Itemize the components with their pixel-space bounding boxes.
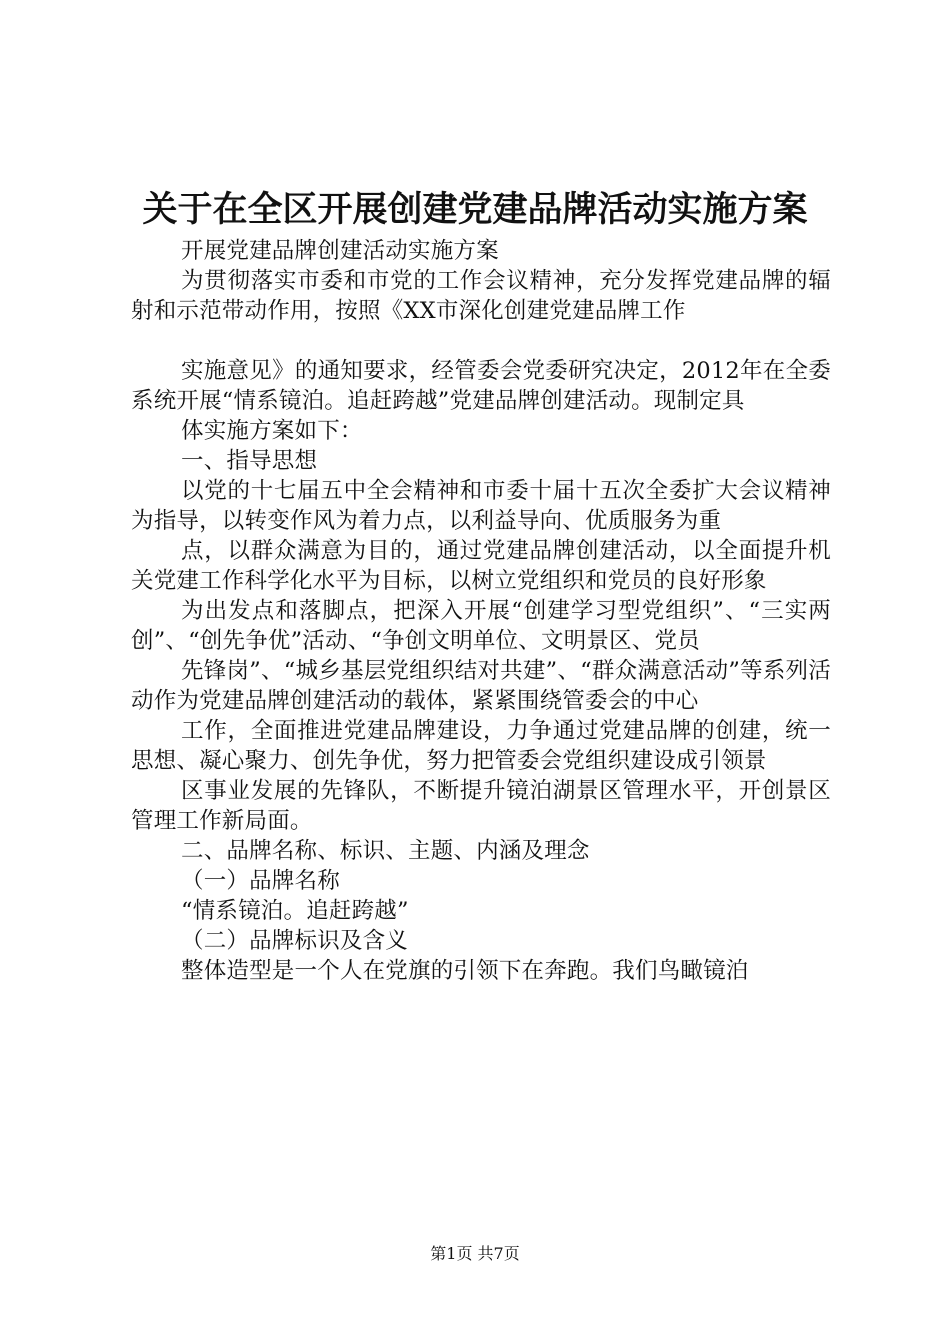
paragraph-guiding-2: 点，以群众满意为目的，通过党建品牌创建活动，以全面提升机关党建工作科学化水平为目标，以树立党组织和党员的良好形象 [131, 538, 831, 594]
paragraph-intro: 为贯彻落实市委和市党的工作会议精神，充分发挥党建品牌的辐射和示范带动作用，按照《XX市深化创建党建品牌工作 [131, 268, 831, 324]
document-body [131, 236, 831, 986]
page-footer: 第1页 共7页 [430, 1244, 520, 1263]
paragraph-decision: 实施意见》的通知要求，经管委会党委研究决定，2012年在全委系统开展“情系镜泊。追赶跨越”党建品牌创建活动。现制定具 [131, 358, 831, 414]
section-heading-brand: 二、品牌名称、标识、主题、内涵及理念 [181, 838, 590, 864]
paragraph-guiding-1: 以党的十七届五中全会精神和市委十届十五次全委扩大会议精神为指导，以转变作风为着力点，以利益导向、优质服务为重 [131, 478, 831, 534]
document-title: 关于在全区开展创建党建品牌活动实施方案 [142, 189, 808, 230]
paragraph-guiding-4: 先锋岗”、“城乡基层党组织结对共建”、“群众满意活动”等系列活动作为党建品牌创建活动的载体，紧紧围绕管委会的中心 [131, 658, 831, 714]
paragraph-brand-name: “情系镜泊。追赶跨越” [181, 898, 409, 924]
paragraph-brand-logo: 整体造型是一个人在党旗的引领下在奔跑。我们鸟瞰镜泊 [181, 958, 749, 984]
paragraph-guiding-6: 区事业发展的先锋队，不断提升镜泊湖景区管理水平，开创景区管理工作新局面。 [131, 778, 831, 834]
paragraph-subtitle: 开展党建品牌创建活动实施方案 [181, 238, 499, 264]
paragraph-guiding-3: 为出发点和落脚点，把深入开展“创建学习型党组织”、“三实两创”、“创先争优”活动、“争创文明单位、文明景区、党员 [131, 598, 831, 654]
section-heading-guiding-thought: 一、指导思想 [181, 448, 318, 474]
paragraph-plan-lead: 体实施方案如下： [181, 418, 363, 444]
subsection-heading-brand-logo: （二）品牌标识及含义 [181, 928, 409, 954]
subsection-heading-brand-name: （一）品牌名称 [181, 868, 340, 894]
paragraph-guiding-5: 工作，全面推进党建品牌建设，力争通过党建品牌的创建，统一思想、凝心聚力、创先争优，努力把管委会党组织建设成引领景 [131, 718, 831, 774]
